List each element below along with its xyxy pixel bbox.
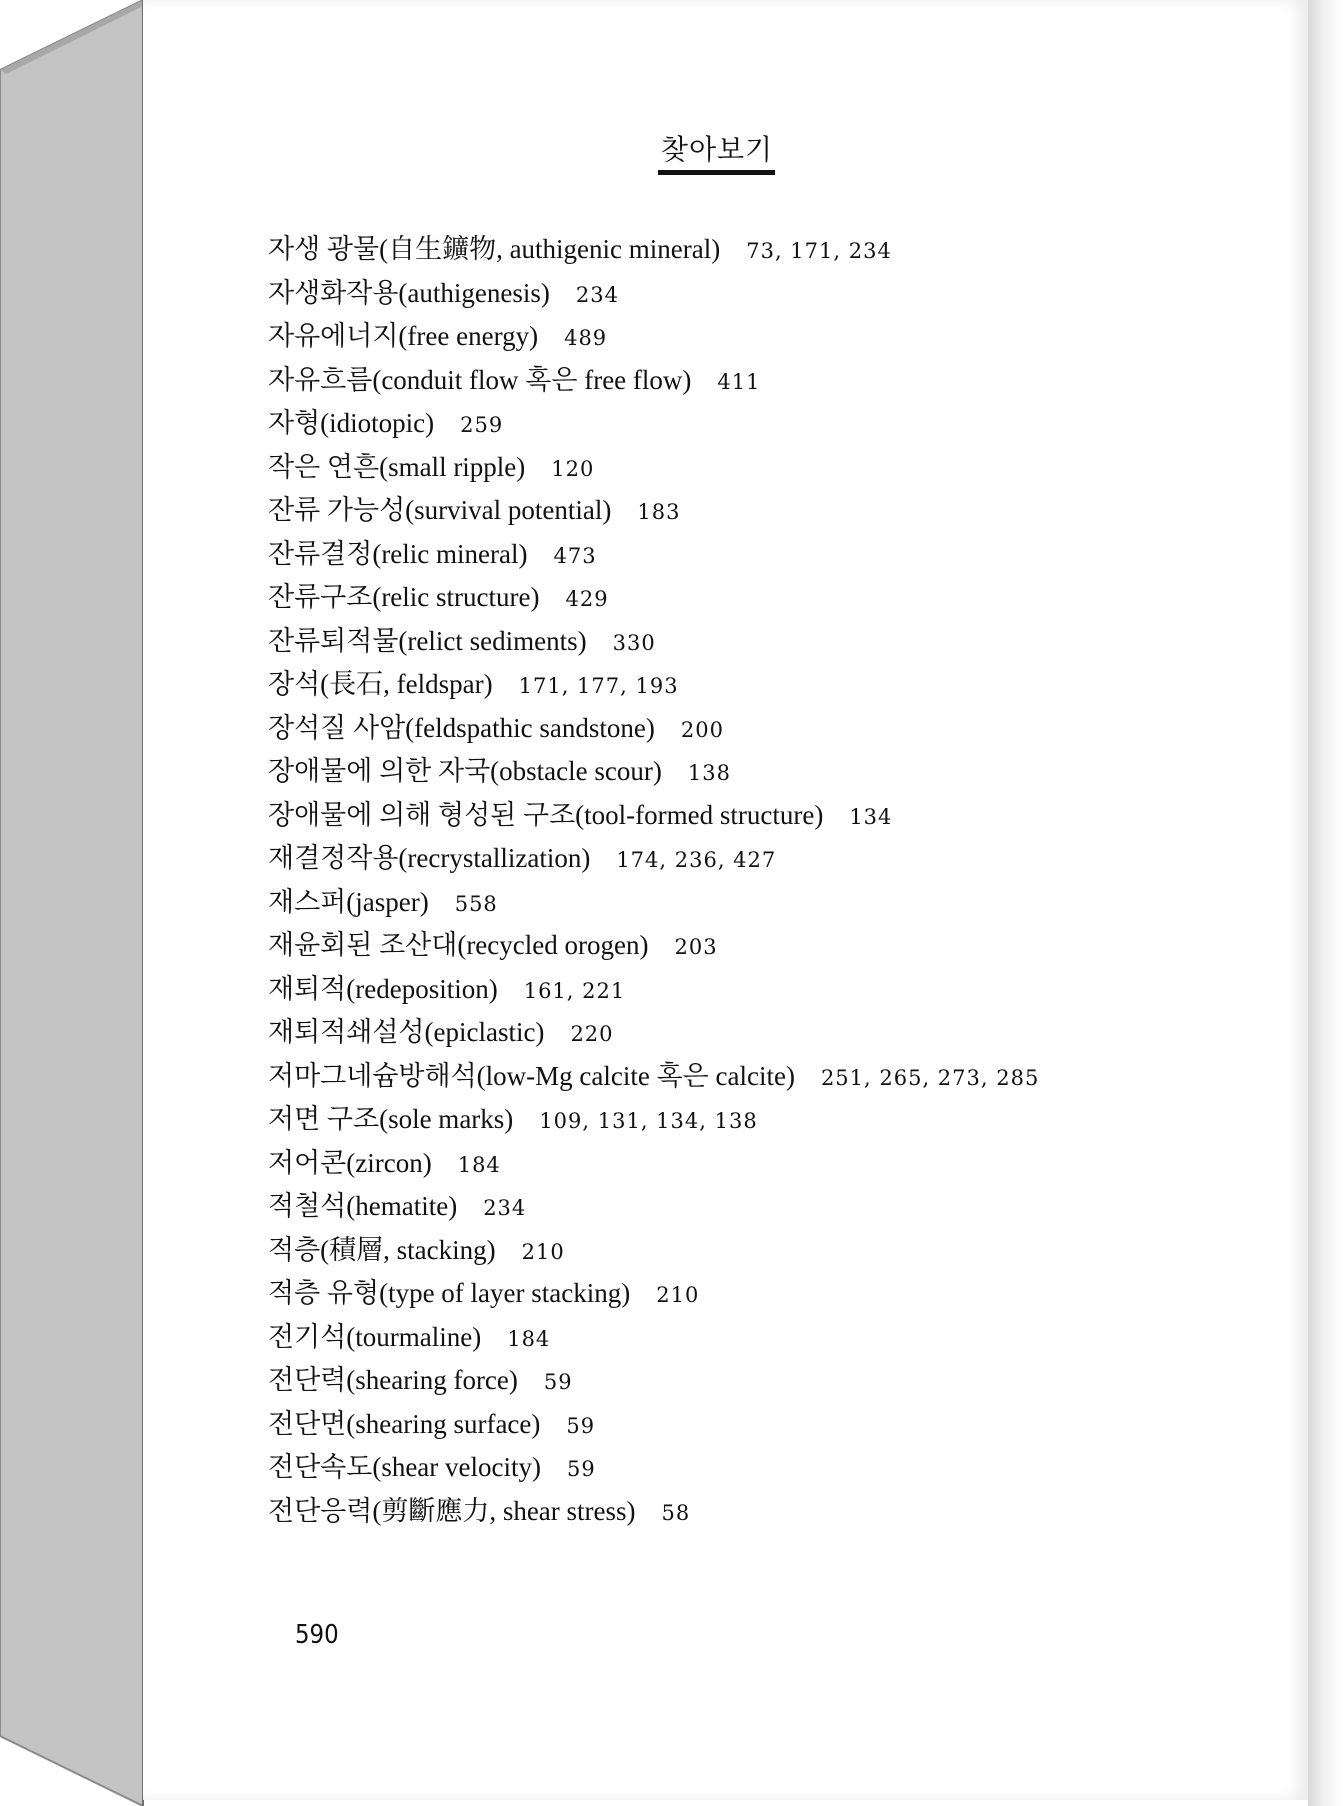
index-term: 잔류결정(relic mineral) bbox=[268, 538, 528, 569]
index-page-refs: 184 bbox=[507, 1326, 551, 1351]
index-entry bbox=[268, 663, 1268, 707]
index-entry bbox=[268, 1011, 1268, 1055]
index-page-refs: 234 bbox=[575, 282, 619, 307]
index-page-refs: 134 bbox=[849, 804, 893, 829]
index-entry bbox=[268, 881, 1268, 925]
index-page-refs: 210 bbox=[656, 1283, 700, 1307]
index-page-refs: 171, 177, 193 bbox=[518, 674, 679, 698]
index-page-refs: 200 bbox=[680, 717, 724, 742]
index-term: 자유흐름(conduit flow 혹은 free flow) bbox=[268, 364, 692, 395]
index-page-refs: 161, 221 bbox=[523, 978, 626, 1003]
index-entry bbox=[268, 1446, 1268, 1490]
index-term: 저어콘(zircon) bbox=[268, 1147, 432, 1178]
index-term: 적층(積層, stacking) bbox=[268, 1234, 496, 1265]
index-term: 재퇴적(redeposition) bbox=[268, 973, 498, 1004]
page-number: 590 bbox=[295, 1620, 339, 1650]
index-term: 재결정작용(recrystallization) bbox=[268, 843, 591, 873]
index-entry bbox=[268, 924, 1268, 968]
index-page-refs: 58 bbox=[661, 1500, 691, 1525]
index-page-refs: 220 bbox=[570, 1022, 614, 1046]
index-page-refs: 473 bbox=[553, 543, 597, 568]
index-term: 잔류퇴적물(relict sediments) bbox=[268, 625, 587, 656]
page-edge-shadow bbox=[1308, 0, 1343, 1806]
index-entry bbox=[268, 533, 1268, 577]
index-entry bbox=[268, 1098, 1268, 1142]
index-term: 장애물에 의해 형성된 구조(tool-formed structure) bbox=[268, 799, 824, 830]
index-entry bbox=[268, 750, 1268, 794]
page-title: 찾아보기 bbox=[660, 133, 774, 166]
index-entry bbox=[268, 576, 1268, 620]
index-entry bbox=[268, 228, 1268, 272]
index-entry bbox=[268, 1359, 1268, 1403]
index-page-refs: 558 bbox=[454, 891, 498, 916]
title-underline bbox=[658, 170, 775, 175]
index-entry-list bbox=[268, 228, 1268, 1533]
index-entry bbox=[268, 359, 1268, 403]
index-page-refs: 429 bbox=[565, 587, 609, 611]
index-entry bbox=[268, 1316, 1268, 1360]
index-entry bbox=[268, 1272, 1268, 1316]
index-page-refs: 203 bbox=[674, 935, 718, 959]
index-term: 재퇴적쇄설성(epiclastic) bbox=[268, 1017, 545, 1047]
index-page-refs: 109, 131, 134, 138 bbox=[539, 1109, 758, 1133]
index-page-refs: 59 bbox=[543, 1370, 573, 1394]
index-term: 장석(長石, feldspar) bbox=[268, 669, 493, 699]
index-term: 전단력(shearing force) bbox=[268, 1365, 518, 1395]
index-page-refs: 183 bbox=[637, 500, 681, 524]
index-page-refs: 259 bbox=[460, 413, 504, 437]
index-term: 전단면(shearing surface) bbox=[268, 1408, 541, 1439]
index-entry bbox=[268, 837, 1268, 881]
index-entry bbox=[268, 707, 1268, 751]
index-term: 장애물에 의한 자국(obstacle scour) bbox=[268, 756, 662, 786]
index-entry bbox=[268, 1229, 1268, 1273]
index-page-refs: 210 bbox=[521, 1239, 565, 1264]
index-page-refs: 120 bbox=[551, 456, 595, 481]
index-term: 장석질 사암(feldspathic sandstone) bbox=[268, 712, 655, 743]
index-entry bbox=[268, 1403, 1268, 1447]
index-page-refs: 59 bbox=[567, 1457, 596, 1481]
index-entry bbox=[268, 315, 1268, 359]
index-page-refs: 174, 236, 427 bbox=[616, 848, 777, 872]
index-term: 잔류구조(relic structure) bbox=[268, 582, 540, 612]
index-page-refs: 489 bbox=[564, 326, 608, 350]
index-term: 전기석(tourmaline) bbox=[268, 1321, 482, 1352]
index-page-refs: 330 bbox=[612, 630, 656, 655]
index-term: 자생화작용(authigenesis) bbox=[268, 277, 550, 308]
index-term: 자생 광물(自生鑛物, authigenic mineral) bbox=[268, 234, 721, 264]
index-page-refs: 234 bbox=[483, 1196, 527, 1220]
index-entry bbox=[268, 402, 1268, 446]
index-entry bbox=[268, 968, 1268, 1012]
index-term: 저면 구조(sole marks) bbox=[268, 1104, 514, 1134]
index-term: 재윤회된 조산대(recycled orogen) bbox=[268, 930, 649, 960]
index-term: 전단속도(shear velocity) bbox=[268, 1452, 541, 1482]
index-entry bbox=[268, 1055, 1268, 1099]
index-entry bbox=[268, 1185, 1268, 1229]
index-entry bbox=[268, 620, 1268, 664]
index-term: 전단응력(剪斷應力, shear stress) bbox=[268, 1495, 636, 1526]
index-page-refs: 251, 265, 273, 285 bbox=[820, 1065, 1040, 1090]
index-page-refs: 411 bbox=[717, 369, 761, 394]
index-page-refs: 138 bbox=[687, 761, 731, 785]
index-term: 자형(idiotopic) bbox=[268, 408, 435, 438]
index-entry bbox=[268, 1490, 1268, 1534]
index-term: 저마그네슘방해석(low-Mg calcite 혹은 calcite) bbox=[268, 1060, 795, 1091]
index-page-refs: 59 bbox=[566, 1413, 596, 1438]
index-term: 자유에너지(free energy) bbox=[268, 321, 539, 351]
index-term: 적층 유형(type of layer stacking) bbox=[268, 1278, 631, 1308]
index-page-refs: 73, 171, 234 bbox=[746, 239, 892, 263]
index-entry bbox=[268, 446, 1268, 490]
index-term: 잔류 가능성(survival potential) bbox=[268, 495, 612, 525]
index-term: 작은 연흔(small ripple) bbox=[268, 451, 526, 482]
index-page-refs: 184 bbox=[457, 1152, 501, 1177]
index-entry bbox=[268, 1142, 1268, 1186]
index-term: 적철석(hematite) bbox=[268, 1191, 458, 1221]
index-entry bbox=[268, 794, 1268, 838]
index-term: 재스퍼(jasper) bbox=[268, 886, 429, 917]
index-entry bbox=[268, 272, 1268, 316]
index-entry bbox=[268, 489, 1268, 533]
